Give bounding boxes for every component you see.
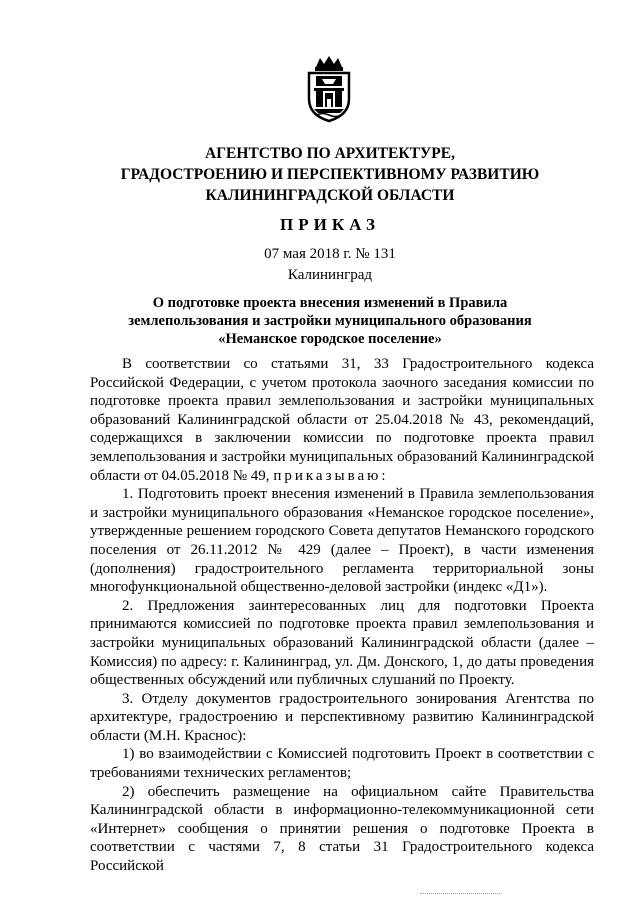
agency-name-line3: КАЛИНИНГРАДСКОЙ ОБЛАСТИ xyxy=(205,187,455,204)
item-2: 2. Предложения заинтересованных лиц для подготовки Проекта принимаются комиссией по подготовке проекта правил землепользования и застройки муниципальных образований Калининградской области (далее – Комиссия) по адресу: г. Калининград, ул. Дм. Донского, 1, до даты проведения общественных обсуждений или публичных слушаний по Проекту. xyxy=(90,597,594,689)
item-3-1: 1) во взаимодействии с Комиссией подготовить Проект в соответствии с требованиями технических регламентов; xyxy=(90,746,594,782)
scan-artifact xyxy=(420,893,500,896)
preamble-paragraph xyxy=(90,355,594,485)
subject-line1: О подготовке проекта внесения изменений в Правила xyxy=(152,295,508,311)
item-3-2: 2) обеспечить размещение на официальном сайте Правительства Калининградской области в информационно-телекоммуникационной сети «Интернет» сообщения о принятии решения о подготовке Проекта в соответствии с частями 7, 8 статьи 31 Градостроительного кодекса Российской xyxy=(90,783,594,875)
item-1: 1. Подготовить проект внесения изменений в Правила землепользования и застройки муниципального образования «Неманское городское поселение», утвержденные решением городского Совета депутатов Неманского городского поселения от 26.11.2012 № 429 (далее – Проект), в части изменения (дополнения) градостроительного регламента территориальной зоны многофункциональной общественно-деловой застройки (индекс «Д1»). xyxy=(90,486,594,596)
coat-of-arms-icon xyxy=(302,55,356,123)
item-3: 3. Отделу документов градостроительного зонирования Агентства по архитектуре, градостроению и перспективному развитию Калининградской области (М.Н. Красноc): xyxy=(90,690,594,744)
subject-line3: «Неманское городское поселение» xyxy=(218,331,442,347)
subject-line2: землепользования и застройки муниципального образования xyxy=(128,313,532,329)
city: Калининград xyxy=(287,267,373,283)
agency-name-line2: ГРАДОСТРОЕНИЮ И ПЕРСПЕКТИВНОМУ РАЗВИТИЮ xyxy=(120,166,540,183)
order-body xyxy=(90,355,594,876)
preamble-verb: приказываю: xyxy=(273,467,389,484)
order-subject xyxy=(70,294,590,348)
agency-name-line1: АГЕНТСТВО ПО АРХИТЕКТУРЕ, xyxy=(205,145,455,162)
date-number: 07 мая 2018 г. № 131 xyxy=(264,246,396,262)
date-and-city xyxy=(60,244,600,286)
agency-name xyxy=(60,143,600,206)
document-type: ПРИКАЗ xyxy=(280,215,380,234)
preamble-text: В соответствии со статьями 31, 33 Градостроительного кодекса Российской Федерации, с учетом протокола заочного заседания комиссии по подготовке проекта правил землепользования и застройки муниципальных образований Калининградской области от 25.04.2018 № 43, рекомендаций, содержащихся в заключении комиссии по подготовке проекта правил землепользования и застройки муниципальных образований Калининградской области от 04.05.2018 № 49, xyxy=(90,356,594,484)
